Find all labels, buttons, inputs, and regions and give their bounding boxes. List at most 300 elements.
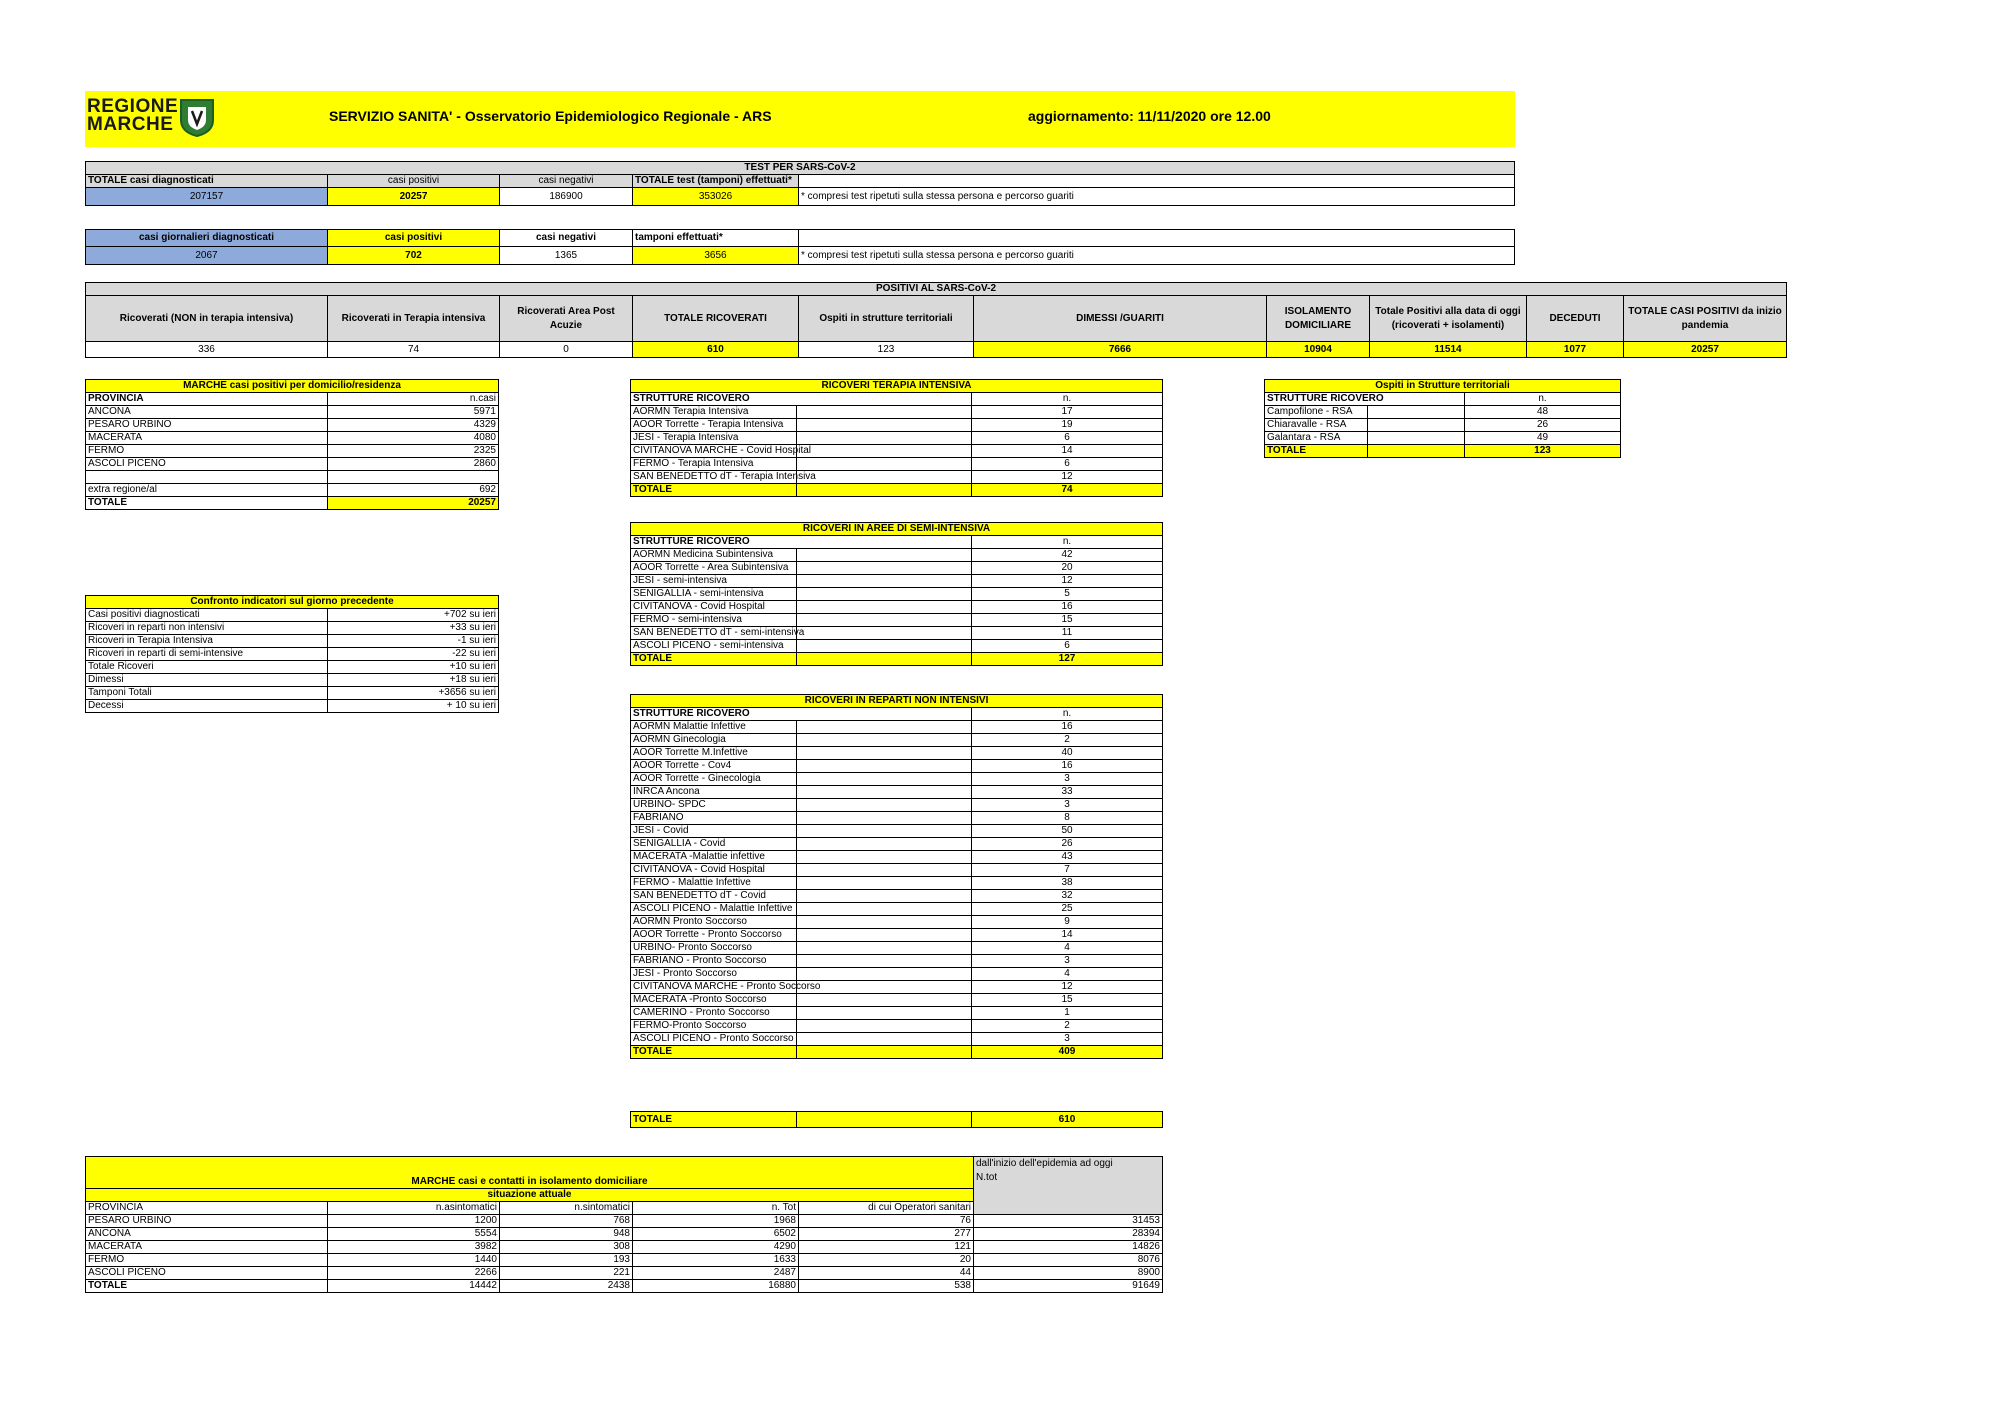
isolamento-operatori: 44 [799, 1267, 974, 1280]
ti-structure-name: JESI - Terapia Intensiva [631, 432, 797, 445]
table-row [631, 1007, 1163, 1020]
nonint-structure-name: AORMN Pronto Soccorso [631, 916, 797, 929]
semi-total-label: TOTALE [631, 653, 797, 666]
semi-spacer-cell [797, 614, 972, 627]
province-header-value: n.casi [328, 393, 499, 406]
positivi-header: DECEDUTI [1527, 296, 1624, 342]
table-row [631, 627, 1163, 640]
positivi-header: Totale Positivi alla data di oggi (ricoverati + isolamenti) [1370, 296, 1527, 342]
confronto-value: +702 su ieri [328, 609, 499, 622]
positivi-header: Ricoverati (NON in terapia intensiva) [86, 296, 328, 342]
nonint-structure-name: AORMN Ginecologia [631, 734, 797, 747]
isolamento-tot: 6502 [633, 1228, 799, 1241]
positivi-value: 74 [328, 342, 500, 358]
regione-marche-logo [85, 94, 225, 144]
confronto-indicator: Totale Ricoveri [86, 661, 328, 674]
isolamento-ntot: 14826 [974, 1241, 1163, 1254]
isolamento-title: MARCHE casi e contatti in isolamento domiciliare [86, 1157, 974, 1189]
confronto-value: -22 su ieri [328, 648, 499, 661]
confronto-value: +33 su ieri [328, 622, 499, 635]
positivi-value: 610 [633, 342, 799, 358]
positivi-header: ISOLAMENTO DOMICILIARE [1267, 296, 1370, 342]
confronto-indicator: Decessi [86, 700, 328, 713]
nonint-structure-name: CAMERINO - Pronto Soccorso [631, 1007, 797, 1020]
ti-spacer-cell [797, 471, 972, 484]
nonint-structure-name: INRCA Ancona [631, 786, 797, 799]
province-value: 2325 [328, 445, 499, 458]
test-totale-value: 207157 [86, 188, 328, 206]
isolamento-ntot: 31453 [974, 1215, 1163, 1228]
table-row [631, 773, 1163, 786]
table-row [631, 916, 1163, 929]
nonint-spacer-cell [797, 734, 972, 747]
nonint-structure-value: 2 [972, 1020, 1163, 1033]
ti-spacer-cell [797, 445, 972, 458]
table-row [631, 588, 1163, 601]
test-header-negativi: casi negativi [500, 175, 633, 188]
confronto-indicator: Ricoveri in reparti di semi-intensive [86, 648, 328, 661]
table-row [631, 640, 1163, 653]
ti-spacer-cell [797, 458, 972, 471]
nonint-spacer-cell [797, 1020, 972, 1033]
nonint-structure-value: 4 [972, 968, 1163, 981]
nonint-structure-value: 9 [972, 916, 1163, 929]
table-row [631, 419, 1163, 432]
nonint-structure-name: ASCOLI PICENO - Malattie Infettive [631, 903, 797, 916]
nonint-structure-name: FERMO - Malattie Infettive [631, 877, 797, 890]
table-row [86, 406, 499, 419]
nonint-spacer-cell [797, 786, 972, 799]
province-total-label: TOTALE [86, 497, 328, 510]
ospiti-header-name: STRUTTURE RICOVERO [1265, 393, 1465, 406]
ti-header-value: n. [972, 393, 1163, 406]
ti-structure-value: 17 [972, 406, 1163, 419]
confronto-indicator: Ricoveri in Terapia Intensiva [86, 635, 328, 648]
table-row [631, 877, 1163, 890]
confronto-indicator: Dimessi [86, 674, 328, 687]
isolamento-province: PESARO URBINO [86, 1215, 328, 1228]
table-row [631, 994, 1163, 1007]
nonint-spacer-cell [797, 929, 972, 942]
table-row [1265, 406, 1621, 419]
nonint-structure-name: AOOR Torrette - Ginecologia [631, 773, 797, 786]
table-row [631, 575, 1163, 588]
table-row [86, 635, 499, 648]
ti-spacer-cell [797, 432, 972, 445]
nonint-structure-name: AORMN Malattie Infettive [631, 721, 797, 734]
ospiti-structure-value: 49 [1465, 432, 1621, 445]
isolamento-total-o: 538 [799, 1280, 974, 1293]
nonint-structure-value: 12 [972, 981, 1163, 994]
table-row [631, 890, 1163, 903]
isolamento-tot: 2487 [633, 1267, 799, 1280]
semi-spacer-cell [797, 588, 972, 601]
province-name [86, 471, 328, 484]
table-row [631, 760, 1163, 773]
nonint-structure-name: URBINO- Pronto Soccorso [631, 942, 797, 955]
positivi-value: 20257 [1624, 342, 1787, 358]
test-table [85, 161, 1515, 206]
semi-structure-value: 15 [972, 614, 1163, 627]
ti-structure-name: AOOR Torrette - Terapia Intensiva [631, 419, 797, 432]
isolamento-operatori: 76 [799, 1215, 974, 1228]
positivi-title: POSITIVI AL SARS-CoV-2 [86, 283, 1787, 296]
isolamento-header: n.sintomatici [500, 1202, 633, 1215]
confronto-table [85, 595, 499, 713]
province-value: 2860 [328, 458, 499, 471]
nonint-structure-value: 16 [972, 760, 1163, 773]
nonint-structure-value: 1 [972, 1007, 1163, 1020]
confronto-value: +3656 su ieri [328, 687, 499, 700]
confronto-title: Confronto indicatori sul giorno precedente [86, 596, 499, 609]
isolamento-header: n. Tot [633, 1202, 799, 1215]
table-row [86, 687, 499, 700]
daily-positivi-value: 702 [328, 247, 500, 265]
isolamento-sintomatici: 193 [500, 1254, 633, 1267]
isolamento-sintomatici: 948 [500, 1228, 633, 1241]
non-intensivi-table [630, 694, 1163, 1059]
isolamento-header: PROVINCIA [86, 1202, 328, 1215]
daily-header-positivi: casi positivi [328, 230, 500, 247]
ti-structure-value: 14 [972, 445, 1163, 458]
ti-structure-value: 6 [972, 432, 1163, 445]
table-row [631, 406, 1163, 419]
positivi-value: 1077 [1527, 342, 1624, 358]
confronto-value: +18 su ieri [328, 674, 499, 687]
nonint-spacer-cell [797, 1033, 972, 1046]
table-row [631, 981, 1163, 994]
semi-structure-name: ASCOLI PICENO - semi-intensiva [631, 640, 797, 653]
isolamento-total-a: 14442 [328, 1280, 500, 1293]
daily-header-casi: casi giornalieri diagnosticati [86, 230, 328, 247]
isolamento-total-t: 16880 [633, 1280, 799, 1293]
table-row [86, 700, 499, 713]
table-row [86, 458, 499, 471]
table-row [631, 1020, 1163, 1033]
shield-icon [179, 98, 215, 138]
test-header-totale: TOTALE casi diagnosticati [86, 175, 328, 188]
positivi-header: Ricoverati Area Post Acuzie [500, 296, 633, 342]
table-row [631, 562, 1163, 575]
semi-spacer-cell [797, 627, 972, 640]
nonint-spacer-cell [797, 812, 972, 825]
daily-header-negativi: casi negativi [500, 230, 633, 247]
nonint-structure-name: URBINO- SPDC [631, 799, 797, 812]
semi-structure-value: 16 [972, 601, 1163, 614]
table-row [631, 721, 1163, 734]
table-row [631, 747, 1163, 760]
province-name: ASCOLI PICENO [86, 458, 328, 471]
table-row [631, 614, 1163, 627]
nonint-spacer-cell [797, 994, 972, 1007]
grand-total-table [630, 1111, 1163, 1128]
ospiti-total-label: TOTALE [1265, 445, 1368, 458]
nonint-structure-value: 3 [972, 773, 1163, 786]
nonint-structure-name: FABRIANO [631, 812, 797, 825]
nonint-structure-value: 26 [972, 838, 1163, 851]
province-value: 4080 [328, 432, 499, 445]
nonint-header-value: n. [972, 708, 1163, 721]
table-row [86, 648, 499, 661]
test-negativi-value: 186900 [500, 188, 633, 206]
semi-structure-name: SENIGALLIA - semi-intensiva [631, 588, 797, 601]
confronto-value: + 10 su ieri [328, 700, 499, 713]
nonint-structure-name: MACERATA -Pronto Soccorso [631, 994, 797, 1007]
isolamento-header: n.asintomatici [328, 1202, 500, 1215]
isolamento-province: ASCOLI PICENO [86, 1267, 328, 1280]
semi-spacer-cell [797, 549, 972, 562]
table-row [631, 942, 1163, 955]
table-row [86, 674, 499, 687]
ospiti-structure-value: 26 [1465, 419, 1621, 432]
table-row [86, 1215, 1163, 1228]
table-row [631, 432, 1163, 445]
isolamento-operatori: 121 [799, 1241, 974, 1254]
test-tamponi-value: 353026 [633, 188, 799, 206]
nonint-structure-value: 32 [972, 890, 1163, 903]
table-row [631, 825, 1163, 838]
nonint-spacer-cell [797, 851, 972, 864]
province-name: PESARO URBINO [86, 419, 328, 432]
isolamento-tot: 4290 [633, 1241, 799, 1254]
confronto-indicator: Ricoveri in reparti non intensivi [86, 622, 328, 635]
ti-structure-name: SAN BENEDETTO dT - Terapia Intensiva [631, 471, 797, 484]
grand-total-label: TOTALE [631, 1112, 797, 1128]
isolamento-operatori: 277 [799, 1228, 974, 1241]
table-row [86, 484, 499, 497]
test-positivi-value: 20257 [328, 188, 500, 206]
nonint-structure-value: 16 [972, 721, 1163, 734]
positivi-value: 7666 [974, 342, 1267, 358]
ti-structure-name: AORMN Terapia Intensiva [631, 406, 797, 419]
nonint-spacer-cell [797, 747, 972, 760]
ospiti-spacer-cell [1368, 419, 1465, 432]
isolamento-header: di cui Operatori sanitari [799, 1202, 974, 1215]
table-row [631, 838, 1163, 851]
nonint-structure-name: SAN BENEDETTO dT - Covid [631, 890, 797, 903]
nonint-spacer-cell [797, 799, 972, 812]
nonint-spacer-cell [797, 760, 972, 773]
nonint-structure-name: JESI - Covid [631, 825, 797, 838]
province-title: MARCHE casi positivi per domicilio/residenza [86, 380, 499, 393]
semi-structure-name: AOOR Torrette - Area Subintensiva [631, 562, 797, 575]
semi-title: RICOVERI IN AREE DI SEMI-INTENSIVA [631, 523, 1163, 536]
table-row [86, 445, 499, 458]
nonint-title: RICOVERI IN REPARTI NON INTENSIVI [631, 695, 1163, 708]
header-banner [85, 91, 1515, 147]
semi-spacer-cell [797, 562, 972, 575]
semi-structure-value: 42 [972, 549, 1163, 562]
semi-structure-value: 11 [972, 627, 1163, 640]
nonint-structure-value: 3 [972, 799, 1163, 812]
nonint-structure-value: 25 [972, 903, 1163, 916]
semi-structure-value: 20 [972, 562, 1163, 575]
semi-structure-name: SAN BENEDETTO dT - semi-intensiva [631, 627, 797, 640]
nonint-structure-name: AOOR Torrette M.Infettive [631, 747, 797, 760]
nonint-structure-name: CIVITANOVA MARCHE - Pronto Soccorso [631, 981, 797, 994]
isolamento-operatori: 20 [799, 1254, 974, 1267]
nonint-spacer-cell [797, 942, 972, 955]
test-header-positivi: casi positivi [328, 175, 500, 188]
positivi-header: DIMESSI /GUARITI [974, 296, 1267, 342]
isolamento-table [85, 1156, 1163, 1293]
table-row [86, 609, 499, 622]
positivi-value: 123 [799, 342, 974, 358]
semi-intensiva-table [630, 522, 1163, 666]
isolamento-total-name: TOTALE [86, 1280, 328, 1293]
nonint-structure-value: 14 [972, 929, 1163, 942]
daily-header-tamponi: tamponi effettuati* [633, 230, 799, 247]
province-total-value: 20257 [328, 497, 499, 510]
confronto-indicator: Casi positivi diagnosticati [86, 609, 328, 622]
nonint-spacer-cell [797, 773, 972, 786]
semi-spacer-cell [797, 575, 972, 588]
nonint-structure-value: 2 [972, 734, 1163, 747]
table-row [86, 1241, 1163, 1254]
semi-structure-name: JESI - semi-intensiva [631, 575, 797, 588]
ti-header-name: STRUTTURE RICOVERO [631, 393, 972, 406]
positivi-value: 0 [500, 342, 633, 358]
isolamento-total-s: 2438 [500, 1280, 633, 1293]
positivi-header: Ricoverati in Terapia intensiva [328, 296, 500, 342]
nonint-header-name: STRUTTURE RICOVERO [631, 708, 972, 721]
update-timestamp: aggiornamento: 11/11/2020 ore 12.00 [1028, 108, 1271, 124]
table-row [631, 786, 1163, 799]
isolamento-sintomatici: 308 [500, 1241, 633, 1254]
table-row [631, 445, 1163, 458]
semi-structure-name: CIVITANOVA - Covid Hospital [631, 601, 797, 614]
table-row [631, 864, 1163, 877]
province-value: 692 [328, 484, 499, 497]
province-name: ANCONA [86, 406, 328, 419]
isolamento-asintomatici: 3982 [328, 1241, 500, 1254]
confronto-value: +10 su ieri [328, 661, 499, 674]
nonint-spacer-cell [797, 916, 972, 929]
nonint-total-label: TOTALE [631, 1046, 797, 1059]
positivi-value: 11514 [1370, 342, 1527, 358]
nonint-structure-value: 33 [972, 786, 1163, 799]
isolamento-side-title: dall'inizio dell'epidemia ad oggi [976, 1158, 1113, 1169]
test-table-title: TEST PER SARS-CoV-2 [86, 162, 1515, 175]
table-row [631, 601, 1163, 614]
nonint-spacer-cell [797, 968, 972, 981]
confronto-value: -1 su ieri [328, 635, 499, 648]
daily-table [85, 229, 1515, 265]
ti-spacer-cell [797, 406, 972, 419]
ti-total-value: 74 [972, 484, 1163, 497]
logo-line1: REGIONE [87, 96, 179, 117]
semi-header-name: STRUTTURE RICOVERO [631, 536, 972, 549]
province-header-name: PROVINCIA [86, 393, 328, 406]
nonint-structure-name: ASCOLI PICENO - Pronto Soccorso [631, 1033, 797, 1046]
nonint-spacer-cell [797, 721, 972, 734]
nonint-structure-name: SENIGALLIA - Covid [631, 838, 797, 851]
nonint-spacer-cell [797, 1007, 972, 1020]
province-name: MACERATA [86, 432, 328, 445]
isolamento-ntot: 8900 [974, 1267, 1163, 1280]
nonint-spacer-cell [797, 864, 972, 877]
positivi-header: TOTALE CASI POSITIVI da inizio pandemia [1624, 296, 1787, 342]
table-row [631, 471, 1163, 484]
table-row [86, 471, 499, 484]
semi-structure-name: AORMN Medicina Subintensiva [631, 549, 797, 562]
nonint-structure-value: 50 [972, 825, 1163, 838]
ospiti-header-value: n. [1465, 393, 1621, 406]
nonint-spacer-cell [797, 877, 972, 890]
ospiti-structure-name: Campofilone - RSA [1265, 406, 1368, 419]
table-row [86, 622, 499, 635]
nonint-structure-value: 15 [972, 994, 1163, 1007]
daily-tamponi-value: 3656 [633, 247, 799, 265]
nonint-structure-name: MACERATA -Malattie infettive [631, 851, 797, 864]
ti-structure-value: 6 [972, 458, 1163, 471]
table-row [631, 903, 1163, 916]
nonint-spacer-cell [797, 981, 972, 994]
ti-title: RICOVERI TERAPIA INTENSIVA [631, 380, 1163, 393]
isolamento-asintomatici: 1200 [328, 1215, 500, 1228]
nonint-structure-name: JESI - Pronto Soccorso [631, 968, 797, 981]
nonint-spacer-cell [797, 955, 972, 968]
nonint-structure-name: CIVITANOVA - Covid Hospital [631, 864, 797, 877]
table-row [86, 661, 499, 674]
isolamento-province: ANCONA [86, 1228, 328, 1241]
nonint-structure-value: 4 [972, 942, 1163, 955]
province-table [85, 379, 499, 510]
table-row [631, 1033, 1163, 1046]
province-name: extra regione/al [86, 484, 328, 497]
semi-spacer-cell [797, 640, 972, 653]
isolamento-asintomatici: 2266 [328, 1267, 500, 1280]
isolamento-side-sub: N.tot [976, 1172, 998, 1183]
table-row [631, 929, 1163, 942]
semi-structure-value: 12 [972, 575, 1163, 588]
header-title: SERVIZIO SANITA' - Osservatorio Epidemiologico Regionale - ARS [329, 108, 772, 124]
table-row [631, 955, 1163, 968]
positivi-header: TOTALE RICOVERATI [633, 296, 799, 342]
ospiti-total-value: 123 [1465, 445, 1621, 458]
positivi-header: Ospiti in strutture territoriali [799, 296, 974, 342]
logo-line2: MARCHE [87, 114, 174, 135]
nonint-structure-value: 3 [972, 1033, 1163, 1046]
nonint-structure-value: 7 [972, 864, 1163, 877]
isolamento-tot: 1968 [633, 1215, 799, 1228]
table-row [631, 549, 1163, 562]
table-row [1265, 432, 1621, 445]
ospiti-title: Ospiti in Strutture territoriali [1265, 380, 1621, 393]
semi-structure-name: FERMO - semi-intensiva [631, 614, 797, 627]
grand-total-value: 610 [972, 1112, 1163, 1128]
table-row [86, 432, 499, 445]
semi-total-value: 127 [972, 653, 1163, 666]
daily-casi-value: 2067 [86, 247, 328, 265]
isolamento-ntot: 8076 [974, 1254, 1163, 1267]
nonint-structure-name: AOOR Torrette - Cov4 [631, 760, 797, 773]
daily-note: * compresi test ripetuti sulla stessa persona e percorso guariti [799, 247, 1515, 265]
positivi-value: 10904 [1267, 342, 1370, 358]
nonint-spacer-cell [797, 838, 972, 851]
terapia-intensiva-table [630, 379, 1163, 497]
nonint-structure-name: FABRIANO - Pronto Soccorso [631, 955, 797, 968]
semi-header-value: n. [972, 536, 1163, 549]
semi-spacer-cell [797, 601, 972, 614]
isolamento-asintomatici: 1440 [328, 1254, 500, 1267]
ospiti-structure-name: Chiaravalle - RSA [1265, 419, 1368, 432]
ti-structure-name: CIVITANOVA MARCHE - Covid Hospital [631, 445, 797, 458]
ti-structure-name: FERMO - Terapia Intensiva [631, 458, 797, 471]
province-value [328, 471, 499, 484]
test-note: * compresi test ripetuti sulla stessa persona e percorso guariti [799, 188, 1515, 206]
ti-structure-value: 12 [972, 471, 1163, 484]
